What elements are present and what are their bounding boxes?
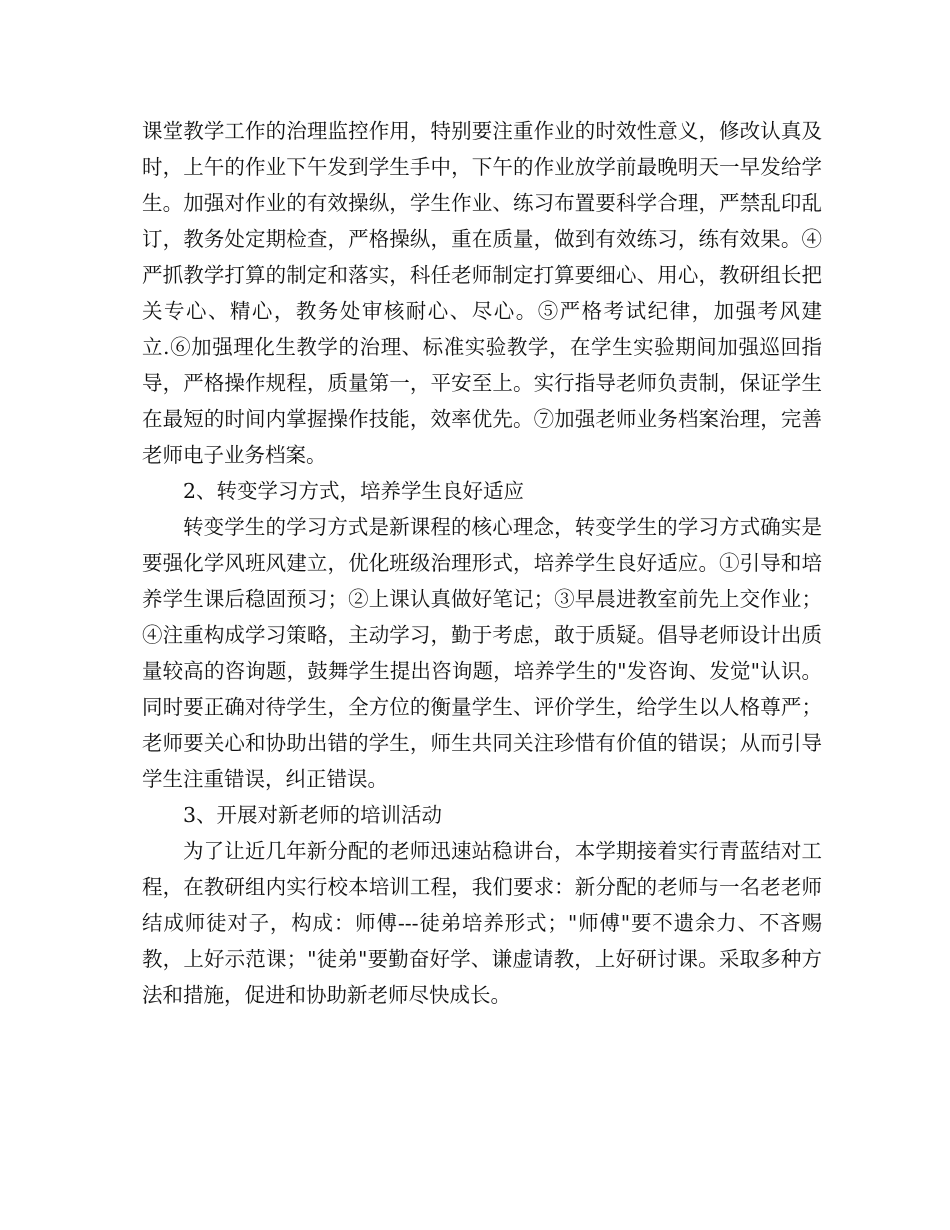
section-heading-2: 2、转变学习方式，培养学生良好适应 [183, 479, 525, 503]
section-heading-3: 3、开展对新老师的培训活动 [183, 803, 443, 827]
paragraph-2: 转变学生的学习方式是新课程的核心理念，转变学生的学习方式确实是要强化学风班风建立，优化班级治理形式，培养学生良好适应。①引导和培养学生课后稳固预习；②上课认真做好笔记；③早晨进教室前先上交作业；④注重构成学习策略，主动学习，勤于考虑，敢于质疑。倡导老师设计出质量较高的咨询题，鼓舞学生提出咨询题，培养学生的"发咨询、发觉"认识。同时要正确对待学生，全方位的衡量学生、评价学生，给学生以人格尊严；老师要关心和协助出错的学生，师生共同关注珍惜有价值的错误；从而引导学生注重错误，纠正错误。 [142, 515, 822, 791]
paragraph-1: 课堂教学工作的治理监控作用，特别要注重作业的时效性意义，修改认真及时，上午的作业下午发到学生手中，下午的作业放学前最晚明天一早发给学生。加强对作业的有效操纵，学生作业、练习布置要科学合理，严禁乱印乱订，教务处定期检查，严格操纵，重在质量，做到有效练习，练有效果。④严抓教学打算的制定和落实，科任老师制定打算要细心、用心，教研组长把关专心、精心，教务处审核耐心、尽心。⑤严格考试纪律，加强考风建立.⑥加强理化生教学的治理、标准实验教学，在学生实验期间加强巡回指导，严格操作规程，质量第一，平安至上。实行指导老师负责制，保证学生在最短的时间内掌握操作技能，效率优先。⑦加强老师业务档案治理，完善老师电子业务档案。 [142, 119, 822, 467]
paragraph-3: 为了让近几年新分配的老师迅速站稳讲台，本学期接着实行青蓝结对工程，在教研组内实行校本培训工程，我们要求：新分配的老师与一名老老师结成师徒对子，构成：师傅---徒弟培养形式；"师傅"要不遗余力、不吝赐教，上好示范课；"徒弟"要勤奋好学、谦虚请教，上好研讨课。采取多种方法和措施，促进和协助新老师尽快成长。 [142, 839, 822, 1007]
document-body [142, 113, 822, 1013]
